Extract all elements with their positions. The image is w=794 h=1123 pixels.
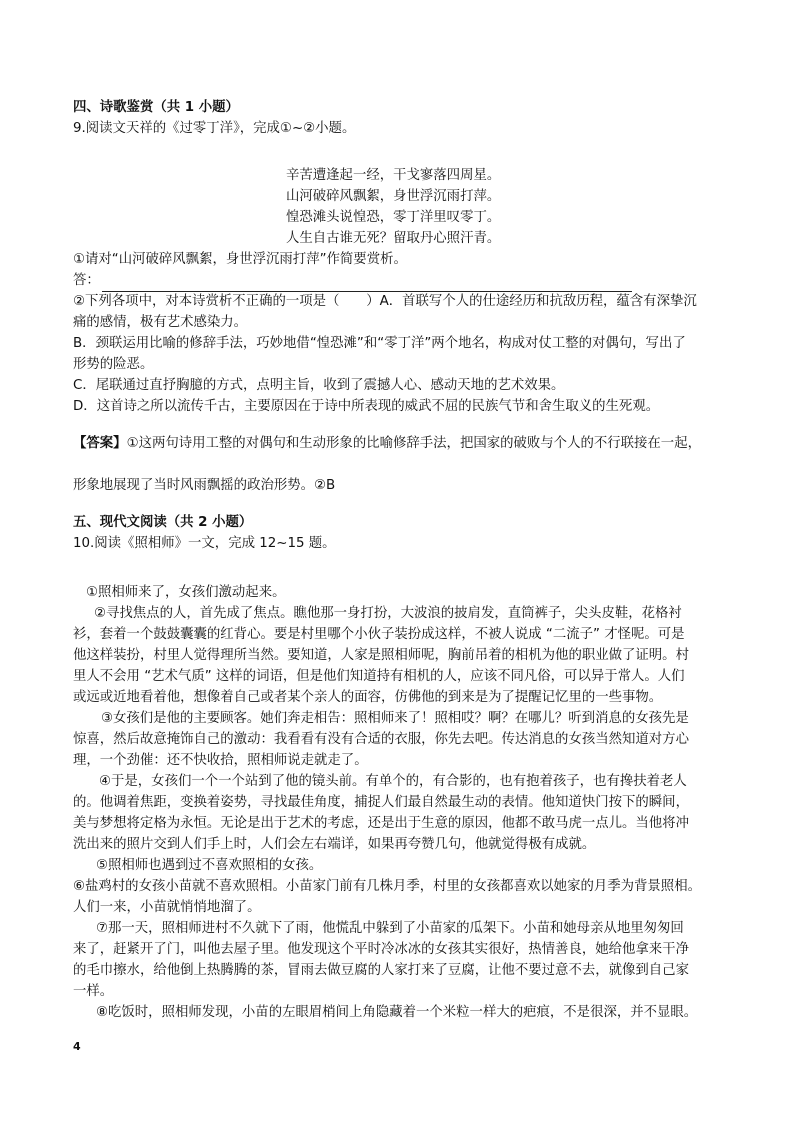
passage-line: ⑤照相师也遇到过不喜欢照相的女孩。 (96, 858, 323, 873)
passage-line: ④于是，女孩们一个一个站到了他的镜头前。有单个的，有合影的，也有抱着孩子，也有搀扶着老人 (99, 774, 687, 789)
section-4-heading: 四、诗歌鉴赏（共 1 小题） (73, 100, 239, 115)
passage-line: 洗出来的照片交到人们手上时，人们会左右端详，如果再夸赞几句，他就觉得极有成就。 (73, 837, 596, 852)
poem-line: 惶恐滩头说惶恐，零丁洋里叹零丁。 (286, 210, 501, 225)
question-9: 9.阅读文天祥的《过零丁洋》，完成①~②小题。 (73, 121, 356, 136)
q2-line: ②下列各项中，对本诗赏析不正确的一项是（ ）A．首联写个人的仕途经历和抗敌历程，蕴含有深挚沉 (73, 294, 697, 309)
answer-text: ①这两句诗用工整的对偶句和生动形象的比喻修辞手法，把国家的破败与个人的不行联接在一起， (126, 436, 701, 451)
passage-line: ⑥盐鸡村的女孩小苗就不喜欢照相。小苗家门前有几株月季，村里的女孩都喜欢以她家的月季为背景照相。 (73, 879, 701, 894)
passage-line: 他这样装扮，村里人觉得理所当然。要知道，人家是照相师呢，胸前吊着的相机为他的职业做了证明。村 (73, 648, 689, 663)
passage-line: 或远或近地看着他，想像着自己或者某个亲人的面容，仿佛他的到来是为了提醒记忆里的一些事物。 (73, 690, 663, 705)
passage-line: ⑧吃饭时，照相师发现，小苗的左眼眉梢间上角隐藏着一个米粒一样大的疤痕，不是很深，并不显眼。 (96, 1005, 698, 1020)
poem-line: 人生自古谁无死？留取丹心照汗青。 (286, 231, 501, 246)
q2-line: C．尾联通过直抒胸臆的方式，点明主旨，收到了震撼人心、感动天地的艺术效果。 (73, 378, 565, 393)
passage-line: 美与梦想将定格为永恒。无论是出于艺术的考虑，还是出于生意的原因，他都不敢马虎一点儿。当他将冲 (73, 816, 689, 831)
answer-line-2: 形象地展现了当时风雨飘摇的政治形势。②B (73, 478, 336, 493)
poem-line: 辛苦遭逢起一经，干戈寥落四周星。 (286, 168, 501, 183)
passage-line: 的。他调着焦距，变换着姿势，寻找最佳角度，捕捉人们最自然最生动的表情。他知道快门按下的瞬间， (73, 795, 689, 810)
passage-line: 一样。 (73, 984, 114, 999)
page-number: 4 (73, 1040, 81, 1053)
poem-line: 山河破碎风飘絮，身世浮沉雨打萍。 (286, 189, 501, 204)
passage-line: 的毛巾擦水，给他倒上热腾腾的茶，冒雨去做豆腐的人家打来了豆腐，让他不要过意不去，就像到自己家 (73, 963, 689, 978)
passage-line: 衫，套着一个鼓鼓囊囊的红背心。要是村里哪个小伙子装扮成这样，不被人说成 “二流子” 才怪呢。可是 (73, 627, 685, 642)
passage-line: ②寻找焦点的人，首先成了焦点。瞧他那一身打扮，大波浪的披肩发，直筒裤子，尖头皮鞋，花格衬 (94, 606, 682, 621)
q2-line: B．颈联运用比喻的修辞手法，巧妙地借“惶恐滩”和“零丁洋”两个地名，构成对仗工整的对偶句，写出了 (73, 336, 686, 351)
passage-line: 来了，赶紧开了门，叫他去屋子里。他发现这个平时冷冰冰的女孩其实很好，热情善良，她给他拿来干净 (73, 942, 689, 957)
section-5-heading: 五、现代文阅读（共 2 小题） (73, 515, 253, 530)
q2-line: D．这首诗之所以流传千古，主要原因在于诗中所表现的威武不屈的民族气节和舍生取义的生死观。 (73, 399, 660, 414)
sub-question-1: ①请对“山河破碎风飘絮，身世浮沉雨打萍”作简要赏析。 (73, 252, 407, 267)
q2-line: 形势的险恶。 (73, 357, 154, 372)
answer-label-tag: 【答案】 (73, 436, 127, 451)
question-10: 10.阅读《照相师》一文，完成 12~15 题。 (73, 536, 336, 551)
passage-line: ⑦那一天，照相师进村不久就下了雨，他慌乱中躲到了小苗家的瓜架下。小苗和她母亲从地里匆匆回 (96, 921, 684, 936)
passage-line: 惊喜，然后故意掩饰自己的激动：我看看有没有合适的衣服，你先去吧。传达消息的女孩当然知道对方心 (73, 732, 689, 747)
answer-label: 答： (73, 273, 100, 288)
q2-line: 痛的感情，极有艺术感染力。 (73, 315, 248, 330)
passage-line: 里人不会用 “艺术气质” 这样的词语，但是他们知道持有相机的人，应该不同凡俗，可以异于常人。人们 (73, 669, 685, 684)
passage-line: ③女孩们是他的主要顾客。她们奔走相告：照相师来了！照相哎？啊？在哪儿？听到消息的女孩先是 (101, 711, 689, 726)
passage-line: 理，一个劲催：还不快收拾，照相师说走就走了。 (73, 753, 368, 768)
passage-line: 人们一来，小苗就悄悄地溜了。 (73, 900, 261, 915)
passage-line: ①照相师来了，女孩们激动起来。 (86, 585, 286, 600)
answer-line-1 (73, 434, 701, 454)
